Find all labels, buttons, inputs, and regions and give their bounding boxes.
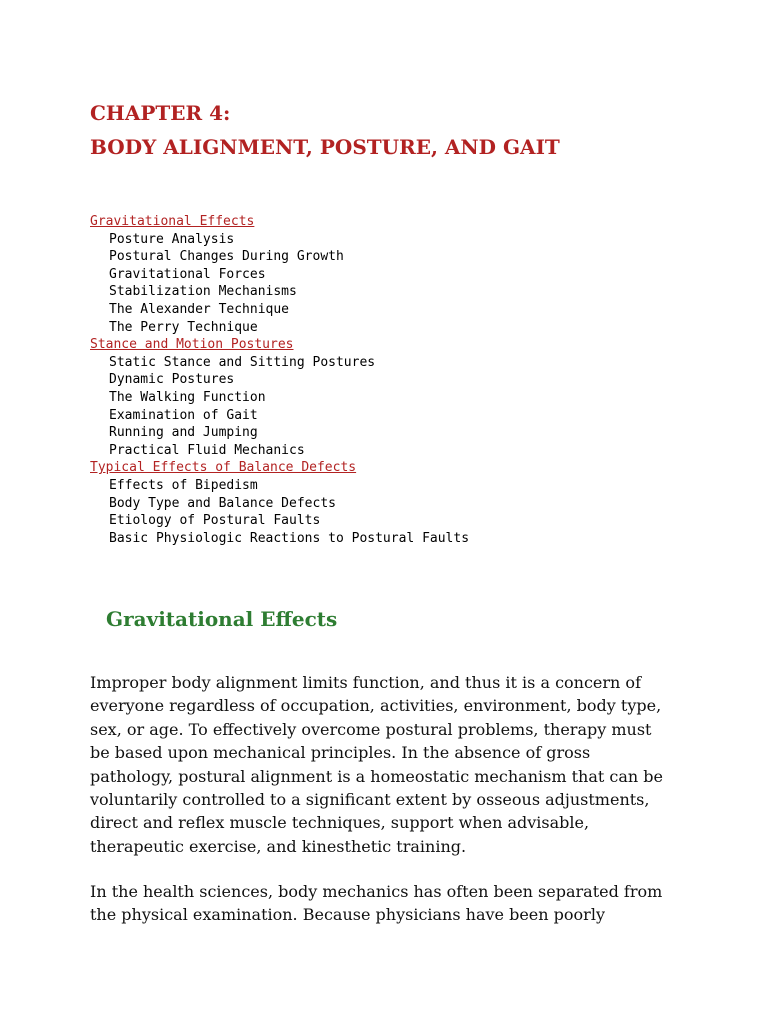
paragraph-line: voluntarily controlled to a significant extent by osseous adjustments, bbox=[90, 790, 650, 810]
paragraph-line: direct and reflex muscle techniques, support when advisable, bbox=[90, 813, 590, 833]
section-heading: Gravitational Effects bbox=[106, 607, 338, 631]
toc-item: Posture Analysis bbox=[109, 231, 235, 247]
paragraph-line: Improper body alignment limits function, and thus it is a concern of bbox=[90, 673, 641, 692]
body-paragraph-1 bbox=[90, 671, 690, 858]
chapter-heading: BODY ALIGNMENT, POSTURE, AND GAIT bbox=[90, 135, 560, 159]
toc-item: Examination of Gait bbox=[109, 407, 258, 423]
toc-item: Stabilization Mechanisms bbox=[109, 284, 297, 300]
chapter-label: CHAPTER 4: bbox=[90, 101, 231, 125]
toc-item: Postural Changes During Growth bbox=[109, 249, 344, 265]
paragraph-line: the physical examination. Because physicians have been poorly bbox=[90, 905, 605, 925]
toc-section-link[interactable]: Stance and Motion Postures bbox=[90, 337, 294, 353]
paragraph-line: pathology, postural alignment is a homeostatic mechanism that can be bbox=[90, 766, 663, 786]
chapter-title bbox=[90, 96, 560, 164]
toc-item: Running and Jumping bbox=[109, 425, 258, 441]
table-of-contents bbox=[90, 213, 469, 547]
body-paragraph-2 bbox=[90, 880, 690, 927]
toc-item: Practical Fluid Mechanics bbox=[109, 442, 305, 458]
paragraph-line: everyone regardless of occupation, activities, environment, body type, bbox=[90, 696, 662, 716]
paragraph-line: be based upon mechanical principles. In the absence of gross bbox=[90, 743, 591, 763]
toc-item: Body Type and Balance Defects bbox=[109, 495, 336, 511]
toc-item: Gravitational Forces bbox=[109, 266, 266, 282]
toc-section-link[interactable]: Gravitational Effects bbox=[90, 214, 255, 229]
toc-item: The Walking Function bbox=[109, 389, 266, 405]
paragraph-line: sex, or age. To effectively overcome postural problems, therapy must bbox=[90, 719, 652, 739]
toc-item: The Alexander Technique bbox=[109, 301, 290, 317]
paragraph-line: In the health sciences, body mechanics has often been separated from bbox=[90, 882, 663, 901]
toc-item: Dynamic Postures bbox=[109, 372, 235, 388]
toc-item: Basic Physiologic Reactions to Postural Faults bbox=[109, 530, 470, 546]
toc-item: Effects of Bipedism bbox=[109, 477, 258, 493]
toc-item: Static Stance and Sitting Postures bbox=[109, 354, 376, 370]
paragraph-line: therapeutic exercise, and kinesthetic training. bbox=[90, 836, 467, 856]
toc-item: Etiology of Postural Faults bbox=[109, 513, 321, 529]
toc-item: The Perry Technique bbox=[109, 319, 258, 335]
toc-section-link[interactable]: Typical Effects of Balance Defects bbox=[90, 460, 357, 476]
